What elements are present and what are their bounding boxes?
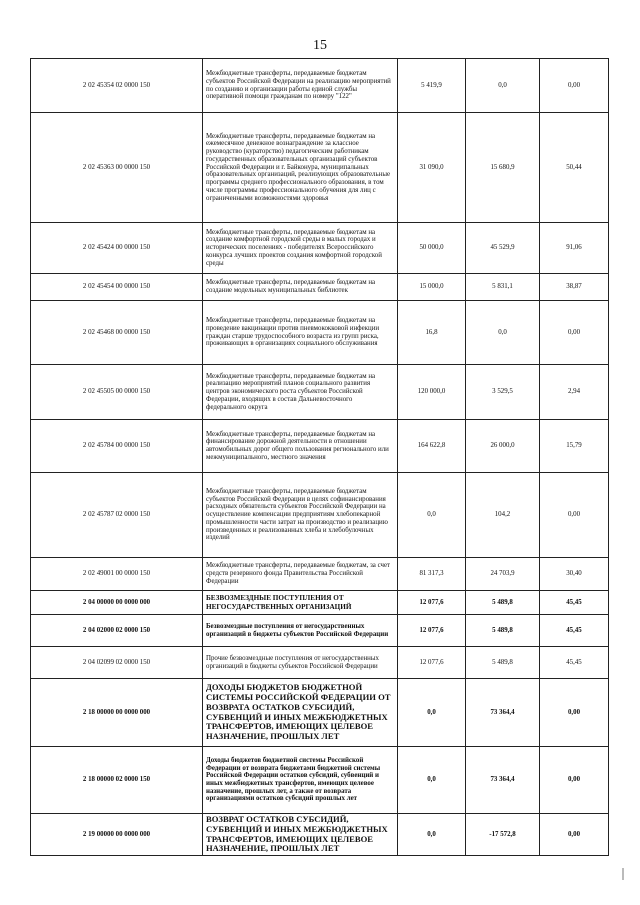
row-percent: 30,40 bbox=[540, 558, 609, 591]
row-name: Межбюджетные трансферты, передаваемые бюджетам субъектов Российской Федерации в целях софинансирования расходных обязательств субъектов Российской Федерации на осуществление компенсации предприятиям хлебопекарной промышленности части затрат на производство и реализацию произведенных и реализованных хлеба и хлебобулочных изделий bbox=[203, 473, 398, 558]
row-code: 2 04 02000 02 0000 150 bbox=[31, 615, 203, 647]
row-plan: 0,0 bbox=[398, 747, 466, 814]
row-name: Межбюджетные трансферты, передаваемые бюджетам на финансирование дорожной деятельности в отношении автомобильных дорог общего пользования регионального или межмуниципального, местного значения bbox=[203, 420, 398, 473]
row-percent: 15,79 bbox=[540, 420, 609, 473]
row-plan: 0,0 bbox=[398, 679, 466, 747]
row-plan: 5 419,9 bbox=[398, 59, 466, 113]
row-fact: 73 364,4 bbox=[466, 747, 540, 814]
row-fact: 5 489,8 bbox=[466, 615, 540, 647]
row-percent: 45,45 bbox=[540, 615, 609, 647]
row-plan: 0,0 bbox=[398, 473, 466, 558]
row-code: 2 02 45787 02 0000 150 bbox=[31, 473, 203, 558]
row-fact: 0,0 bbox=[466, 59, 540, 113]
row-plan: 31 090,0 bbox=[398, 113, 466, 223]
row-name: Межбюджетные трансферты, передаваемые бюджетам на проведение вакцинации против пневмококковой инфекции граждан старше трудоспособного возраста из групп риска, проживающих в организациях социального обслуживания bbox=[203, 301, 398, 365]
row-code: 2 02 45468 00 0000 150 bbox=[31, 301, 203, 365]
row-name: Безвозмездные поступления от негосударственных организаций в бюджеты субъектов Российской Федерации bbox=[203, 615, 398, 647]
row-code: 2 18 00000 02 0000 150 bbox=[31, 747, 203, 814]
row-percent: 45,45 bbox=[540, 647, 609, 679]
row-name: Межбюджетные трансферты, передаваемые бюджетам на создание модельных муниципальных библиотек bbox=[203, 274, 398, 301]
row-fact: 3 529,5 bbox=[466, 365, 540, 420]
table-row bbox=[31, 473, 609, 558]
table-row bbox=[31, 223, 609, 274]
row-name: Межбюджетные трансферты, передаваемые бюджетам на реализацию мероприятий планов социального развития центров экономического роста субъектов Российской Федерации, входящих в состав Дальневосточного федерального округа bbox=[203, 365, 398, 420]
row-fact: 5 489,8 bbox=[466, 591, 540, 615]
row-name: Межбюджетные трансферты, передаваемые бюджетам субъектов Российской Федерации на реализацию мероприятий по созданию и организации работы единой службы оперативной помощи гражданам по номеру "122" bbox=[203, 59, 398, 113]
row-fact: 104,2 bbox=[466, 473, 540, 558]
row-fact: 5 489,8 bbox=[466, 647, 540, 679]
row-name: Доходы бюджетов бюджетной системы Российской Федерации от возврата бюджетами бюджетной системы Российской Федерации остатков субсидий, субвенций и иных межбюджетных трансфертов, имеющих целевое назначение, прошлых лет, а также от возврата организациями остатков субсидий прошлых лет bbox=[203, 747, 398, 814]
row-percent: 91,06 bbox=[540, 223, 609, 274]
row-percent: 0,00 bbox=[540, 814, 609, 856]
row-code: 2 02 45354 02 0000 150 bbox=[31, 59, 203, 113]
table-row bbox=[31, 59, 609, 113]
row-plan: 164 622,8 bbox=[398, 420, 466, 473]
table-row bbox=[31, 647, 609, 679]
row-code: 2 18 00000 00 0000 000 bbox=[31, 679, 203, 747]
row-code: 2 02 45784 00 0000 150 bbox=[31, 420, 203, 473]
row-fact: 5 831,1 bbox=[466, 274, 540, 301]
table-row bbox=[31, 814, 609, 856]
row-percent: 45,45 bbox=[540, 591, 609, 615]
row-plan: 16,8 bbox=[398, 301, 466, 365]
row-fact: -17 572,8 bbox=[466, 814, 540, 856]
row-percent: 38,87 bbox=[540, 274, 609, 301]
table-row bbox=[31, 301, 609, 365]
row-fact: 24 703,9 bbox=[466, 558, 540, 591]
row-fact: 0,0 bbox=[466, 301, 540, 365]
table-row bbox=[31, 679, 609, 747]
row-fact: 15 680,9 bbox=[466, 113, 540, 223]
table-row bbox=[31, 615, 609, 647]
row-name: Межбюджетные трансферты, передаваемые бюджетам на ежемесячное денежное вознаграждение за классное руководство (кураторство) педагогическим работникам государственных образовательных организаций субъектов Российской Федерации и г. Байконура, муниципальных образовательных организаций, реализующих образовательные программы среднего профессионального образования, в том числе программы профессионального обучения для лиц с ограниченными возможностями здоровья bbox=[203, 113, 398, 223]
row-code: 2 02 45454 00 0000 150 bbox=[31, 274, 203, 301]
table-row bbox=[31, 274, 609, 301]
row-plan: 15 000,0 bbox=[398, 274, 466, 301]
row-fact: 45 529,9 bbox=[466, 223, 540, 274]
row-code: 2 19 00000 00 0000 000 bbox=[31, 814, 203, 856]
row-fact: 26 000,0 bbox=[466, 420, 540, 473]
row-name: Межбюджетные трансферты, передаваемые бюджетам, за счет средств резервного фонда Правительства Российской Федерации bbox=[203, 558, 398, 591]
row-plan: 12 077,6 bbox=[398, 591, 466, 615]
row-percent: 2,94 bbox=[540, 365, 609, 420]
row-code: 2 02 45424 00 0000 150 bbox=[31, 223, 203, 274]
row-name: ВОЗВРАТ ОСТАТКОВ СУБСИДИЙ, СУБВЕНЦИЙ И ИНЫХ МЕЖБЮДЖЕТНЫХ ТРАНСФЕРТОВ, ИМЕЮЩИХ ЦЕЛЕВОЕ НАЗНАЧЕНИЕ, ПРОШЛЫХ ЛЕТ bbox=[203, 814, 398, 856]
row-name: БЕЗВОЗМЕЗДНЫЕ ПОСТУПЛЕНИЯ ОТ НЕГОСУДАРСТВЕННЫХ ОРГАНИЗАЦИЙ bbox=[203, 591, 398, 615]
table-row bbox=[31, 420, 609, 473]
row-fact: 73 364,4 bbox=[466, 679, 540, 747]
row-percent: 0,00 bbox=[540, 679, 609, 747]
row-plan: 50 000,0 bbox=[398, 223, 466, 274]
row-code: 2 02 45363 00 0000 150 bbox=[31, 113, 203, 223]
row-plan: 120 000,0 bbox=[398, 365, 466, 420]
scan-margin-mark bbox=[622, 868, 624, 880]
row-name: ДОХОДЫ БЮДЖЕТОВ БЮДЖЕТНОЙ СИСТЕМЫ РОССИЙСКОЙ ФЕДЕРАЦИИ ОТ ВОЗВРАТА ОСТАТКОВ СУБСИДИЙ, СУБВЕНЦИЙ И ИНЫХ МЕЖБЮДЖЕТНЫХ ТРАНСФЕРТОВ, ИМЕЮЩИХ ЦЕЛЕВОЕ НАЗНАЧЕНИЕ, ПРОШЛЫХ ЛЕТ bbox=[203, 679, 398, 747]
row-percent: 0,00 bbox=[540, 59, 609, 113]
row-name: Межбюджетные трансферты, передаваемые бюджетам на создание комфортной городской среды в малых городах и исторических поселениях - победителях Всероссийского конкурса лучших проектов создания комфортной городской среды bbox=[203, 223, 398, 274]
row-name: Прочие безвозмездные поступления от негосударственных организаций в бюджеты субъектов Российской Федерации bbox=[203, 647, 398, 679]
table-row bbox=[31, 113, 609, 223]
row-plan: 81 317,3 bbox=[398, 558, 466, 591]
row-code: 2 04 00000 00 0000 000 bbox=[31, 591, 203, 615]
row-plan: 0,0 bbox=[398, 814, 466, 856]
row-percent: 0,00 bbox=[540, 301, 609, 365]
row-code: 2 04 02099 02 0000 150 bbox=[31, 647, 203, 679]
row-code: 2 02 49001 00 0000 150 bbox=[31, 558, 203, 591]
table-row bbox=[31, 558, 609, 591]
row-percent: 0,00 bbox=[540, 473, 609, 558]
row-plan: 12 077,6 bbox=[398, 647, 466, 679]
row-plan: 12 077,6 bbox=[398, 615, 466, 647]
table-row bbox=[31, 365, 609, 420]
table-row bbox=[31, 747, 609, 814]
row-percent: 0,00 bbox=[540, 747, 609, 814]
table-row bbox=[31, 591, 609, 615]
budget-revenue-table bbox=[30, 58, 609, 856]
row-percent: 50,44 bbox=[540, 113, 609, 223]
row-code: 2 02 45505 00 0000 150 bbox=[31, 365, 203, 420]
page-number: 15 bbox=[313, 38, 327, 53]
